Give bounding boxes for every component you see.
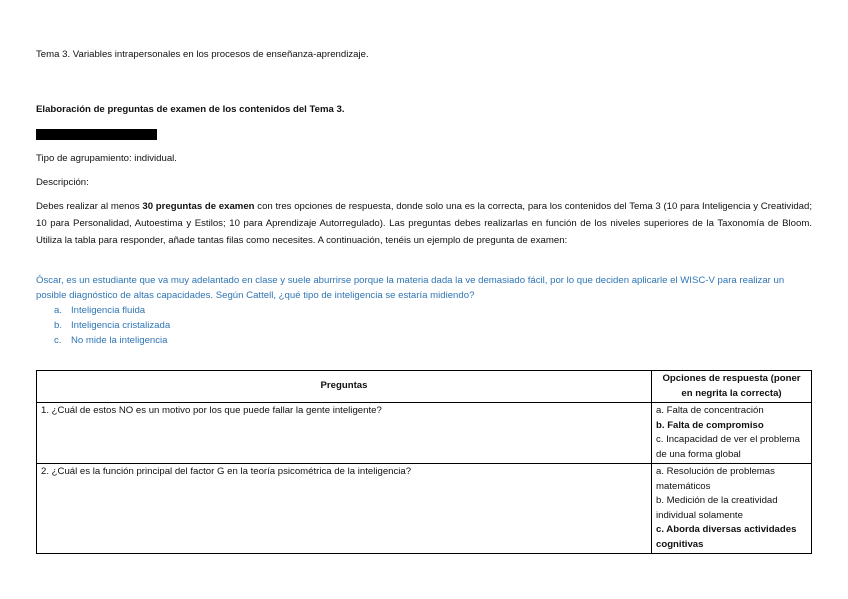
options-cell bbox=[652, 464, 812, 554]
answer-option: c. Incapacidad de ver el problema de una forma global bbox=[656, 434, 800, 460]
table-header-row bbox=[37, 371, 812, 403]
description-text-post: con tres opciones de respuesta, donde solo una es la correcta, para los contenidos del Tema 3 (10 para Inteligencia y Creatividad; 10 para Personalidad, Autoestima y Estilos; 10 para Aprendizaje Autorregulado). Las preguntas debes realizarlas en función de los niveles superiores de la Taxonomía de Bloom. Utiliza la tabla para responder, añade tantas filas como necesites. A continuación, tenéis un ejemplo de pregunta de examen: bbox=[36, 201, 812, 246]
question-cell: 1. ¿Cuál de estos NO es un motivo por los que puede fallar la gente inteligente? bbox=[37, 403, 652, 464]
description-paragraph bbox=[36, 198, 812, 249]
header-options: Opciones de respuesta (poner en negrita la correcta) bbox=[652, 371, 812, 403]
table-row bbox=[37, 464, 812, 554]
example-options bbox=[54, 303, 170, 348]
redacted-block bbox=[36, 129, 157, 140]
header-questions: Preguntas bbox=[37, 371, 652, 403]
question-cell: 2. ¿Cuál es la función principal del factor G en la teoría psicométrica de la inteligencia? bbox=[37, 464, 652, 554]
options-cell bbox=[652, 403, 812, 464]
answer-option: a. Resolución de problemas matemáticos bbox=[656, 466, 775, 492]
example-option: a. Inteligencia fluida bbox=[54, 305, 146, 316]
answer-option-correct: c. Aborda diversas actividades cognitivas bbox=[656, 524, 797, 550]
answer-option: b. Medición de la creatividad individual solamente bbox=[656, 495, 778, 521]
table-row bbox=[37, 403, 812, 464]
example-option: b. Inteligencia cristalizada bbox=[54, 320, 171, 331]
grouping-type: Tipo de agrupamiento: individual. bbox=[36, 153, 177, 164]
answer-option: a. Falta de concentración bbox=[656, 405, 764, 416]
example-question: Óscar, es un estudiante que va muy adelantado en clase y suele aburrirse porque la materia dada la ve demasiado fácil, por lo que deciden aplicarle el WISC-V para realizar un posible diagnóstico de altas capacidades. Según Cattell, ¿qué tipo de inteligencia se estaría midiendo? bbox=[36, 275, 785, 301]
section-title: Elaboración de preguntas de examen de los contenidos del Tema 3. bbox=[36, 104, 345, 115]
example-option: c. No mide la inteligencia bbox=[54, 335, 168, 346]
description-text-pre: Debes realizar al menos bbox=[36, 201, 143, 212]
answer-option-correct: b. Falta de compromiso bbox=[656, 419, 764, 431]
document-heading: Tema 3. Variables intrapersonales en los procesos de enseñanza-aprendizaje. bbox=[36, 49, 369, 60]
questions-table bbox=[36, 370, 812, 554]
description-label: Descripción: bbox=[36, 177, 89, 188]
description-text-strong: 30 preguntas de examen bbox=[142, 201, 255, 212]
